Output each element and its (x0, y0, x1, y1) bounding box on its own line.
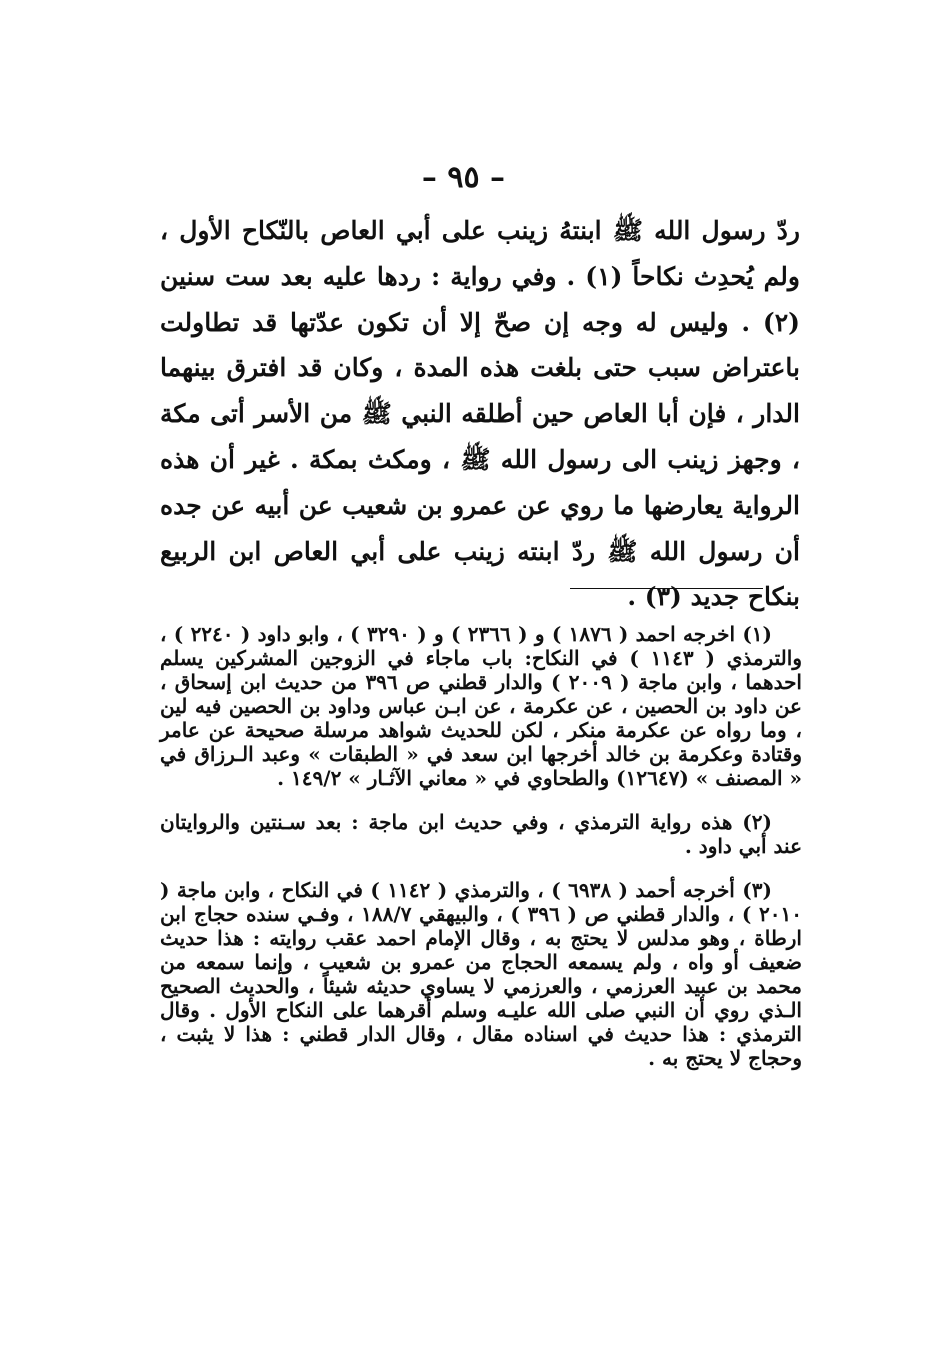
footnote-3: (٣) أخرجه أحمد ( ٦٩٣٨ ) ، والترمذي ( ١١٤٢ ) في النكاح ، وابن ماجة ( ٢٠١٠ ) ، والدار قطني ص ( ٣٩٦ ) ، والبيهقي ١٨٨/٧ ، وفـي سنده حجاج ابن ارطاة ، وهو مدلس لا يحتج به ، وقال الإمام احمد عقب روايته : هذا حديث ضعيف أو واه ، ولم يسمعه الحجاج من عمرو بن شعيب ، وإنما سمعه من محمد بن عبيد العرزمي ، والعرزمي لا يساوي حديثه شيئاً ، والحديث الصحيح الـذي روي أن النبي صلى الله عليـه وسلم أقرهما على النكاح الأول . وقال الترمذي : هذا حديث في اسناده مقال ، وقال الدار قطني : هذا لا يثبت ، وحجاج لا يحتج به . (160, 878, 802, 1070)
footnote-1: (١) اخرجه احمد ( ١٨٧٦ ) و ( ٢٣٦٦ ) و ( ٣٢٩٠ ) ، وابو داود ( ٢٢٤٠ ) ، والترمذي ( ١١٤٣ ) في النكاح: باب ماجاء في الزوجين المشركين يسلم احدهما ، وابن ماجة ( ٢٠٠٩ ) والدار قطني ص ٣٩٦ من حديث ابن إسحاق ، عن داود بن الحصين ، عن عكرمة ، عن ابـن عباس وداود بن الحصين فيه لين ، وما رواه عن عكرمة منكر ، لكن للحديث شواهد مرسلة صحيحة عن عامر وقتادة وعكرمة بن خالد أخرجها ابن سعد في « الطبقات » وعبد الـرزاق في « المصنف » (١٢٦٤٧) والطحاوي في « معاني الآثـار » ١٤٩/٢ . (160, 622, 802, 790)
page-number: – ٩٥ – (421, 160, 506, 195)
footnote-separator (570, 588, 763, 589)
footnotes (160, 622, 802, 1090)
footnote-2: (٢) هذه رواية الترمذي ، وفي حديث ابن ماجة : بعد سـنتين والروايتان عند أبي داود . (160, 810, 802, 858)
main-paragraph: ردّ رسول الله ﷺ ابنتهُ زينب على أبي العاص بالنّكاح الأول ، ولم يُحدِث نكاحاً (١) . وفي رواية : ردها عليه بعد ست سنين (٢) . وليس له وجه إن صحّ إلا أن تكون عدّتها قد تطاولت باعتراض سبب حتى بلغت هذه المدة ، وكان قد افترق بينهما الدار ، فإن أبا العاص حين أطلقه النبي ﷺ من الأسر أتى مكة ، وجهز زينب الى رسول الله ﷺ ، ومكث بمكة . غير أن هذه الرواية يعارضها ما روي عن عمرو بن شعيب عن أبيه عن جده أن رسول الله ﷺ ردّ ابنته زينب على أبي العاص ابن الربيع بنكاح جديد (٣) . (160, 216, 800, 612)
main-text (160, 208, 800, 620)
